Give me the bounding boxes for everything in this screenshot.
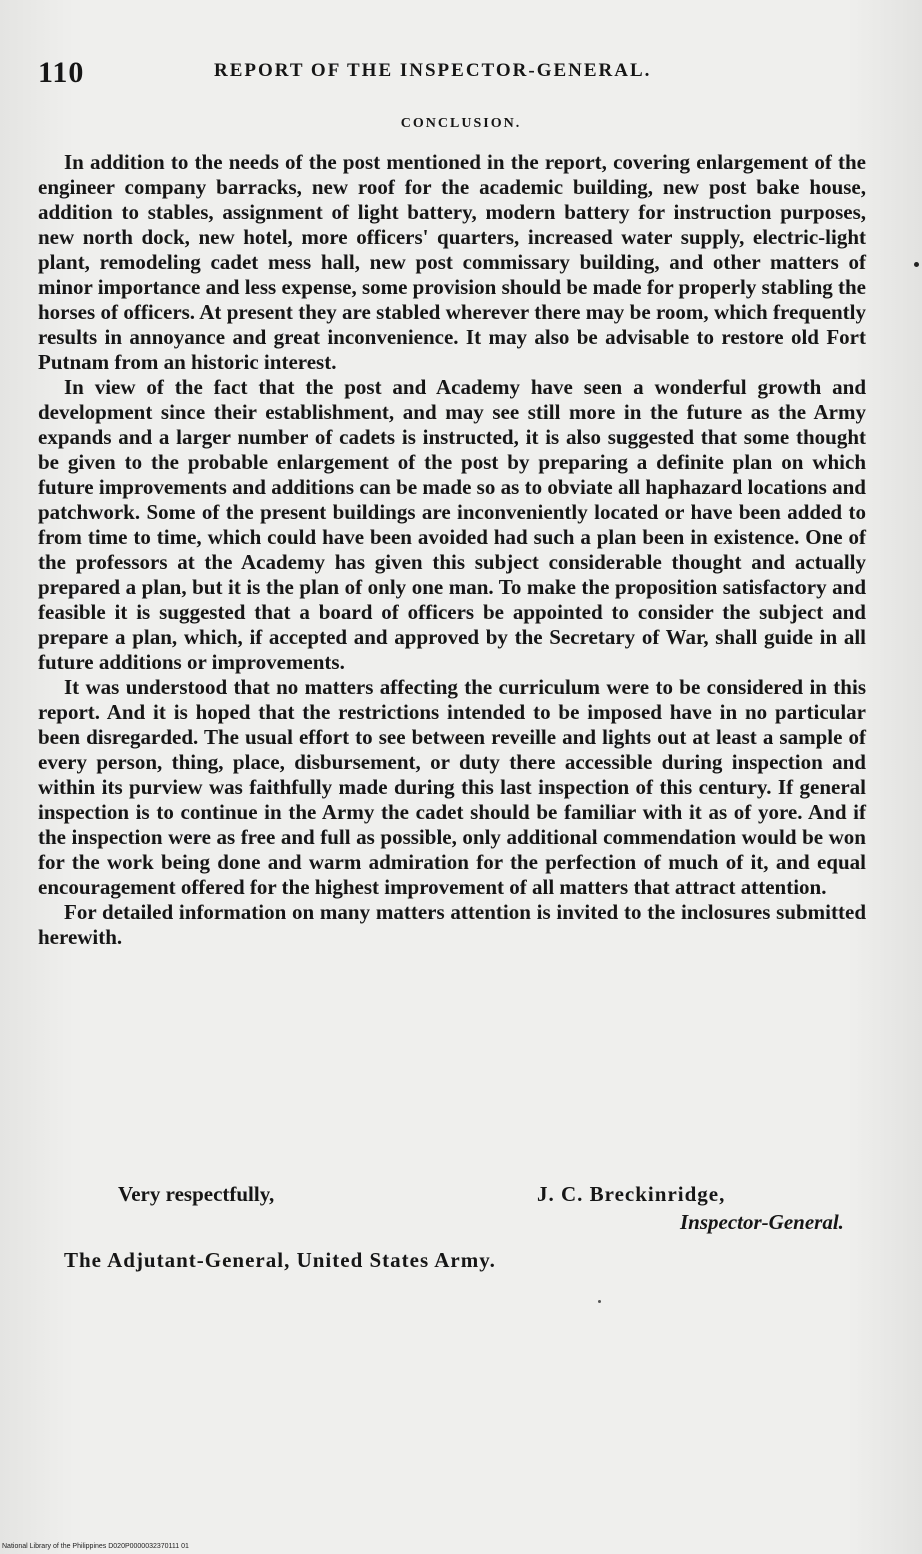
paper-speck xyxy=(598,1300,601,1303)
section-title: CONCLUSION. xyxy=(400,116,522,131)
signer-name: J. C. Breckinridge, xyxy=(537,1182,726,1206)
margin-mark xyxy=(914,262,919,267)
paragraph: In view of the fact that the post and Academy have seen a wonderful growth and development since their establishment, and may see still more in the future as the Army expands and a larger number of cadets is instructed, it is also suggested that some thought be given to the probable enlargement of the post by preparing a definite plan on which future improvements and additions can be made so as to obviate all haphazard locations and patchwork. Some of the present buildings are inconveniently located or have been added to from time to time, which could have been avoided had such a plan been in existence. One of the professors at the Academy has given this subject considerable thought and actually prepared a plan, but it is the plan of only one man. To make the proposition satisfactory and feasible it is suggested that a board of officers be appointed to consider the subject and prepare a plan, which, if accepted and approved by the Secretary of War, shall guide in all future additions or improvements. xyxy=(38,375,866,674)
signer-title: Inspector-General. xyxy=(680,1210,844,1234)
paragraph: For detailed information on many matters attention is invited to the inclosures submitted herewith. xyxy=(38,900,866,949)
addressee: The Adjutant-General, United States Army. xyxy=(64,1248,496,1272)
scan-credit: National Library of the Philippines D020P0000032370111 01 xyxy=(2,1543,189,1550)
page-number: 110 xyxy=(38,56,85,89)
paragraph: It was understood that no matters affecting the curriculum were to be considered in this report. And it is hoped that the restrictions intended to be imposed have in no particular been disregarded. The usual effort to see between reveille and lights out at least a sample of every person, thing, place, disbursement, or duty there accessible during inspection and within its purview was faithfully made during this last inspection of this century. If general inspection is to continue in the Army the cadet should be familiar with it as of yore. And if the inspection were as free and full as possible, only additional commendation would be won for the work being done and warm admiration for the perfection of much of it, and equal encouragement offered for the highest improvement of all matters that attract attention. xyxy=(38,675,866,899)
running-head xyxy=(38,56,878,96)
closing: Very respectfully, xyxy=(118,1182,275,1206)
report-body xyxy=(38,150,866,950)
running-head-title: REPORT OF THE INSPECTOR-GENERAL. xyxy=(214,60,652,81)
paragraph: In addition to the needs of the post mentioned in the report, covering enlargement of the engineer company barracks, new roof for the academic building, new post bake house, addition to stables, assignment of light battery, modern battery for instruction purposes, new north dock, new hotel, more officers' quarters, increased water supply, electric-light plant, remodeling cadet mess hall, new post commissary building, and other matters of minor importance and less expense, some provision should be made for properly stabling the horses of officers. At present they are stabled wherever there may be room, which frequently results in annoyance and great inconvenience. It may also be advisable to restore old Fort Putnam from an historic interest. xyxy=(38,150,867,374)
